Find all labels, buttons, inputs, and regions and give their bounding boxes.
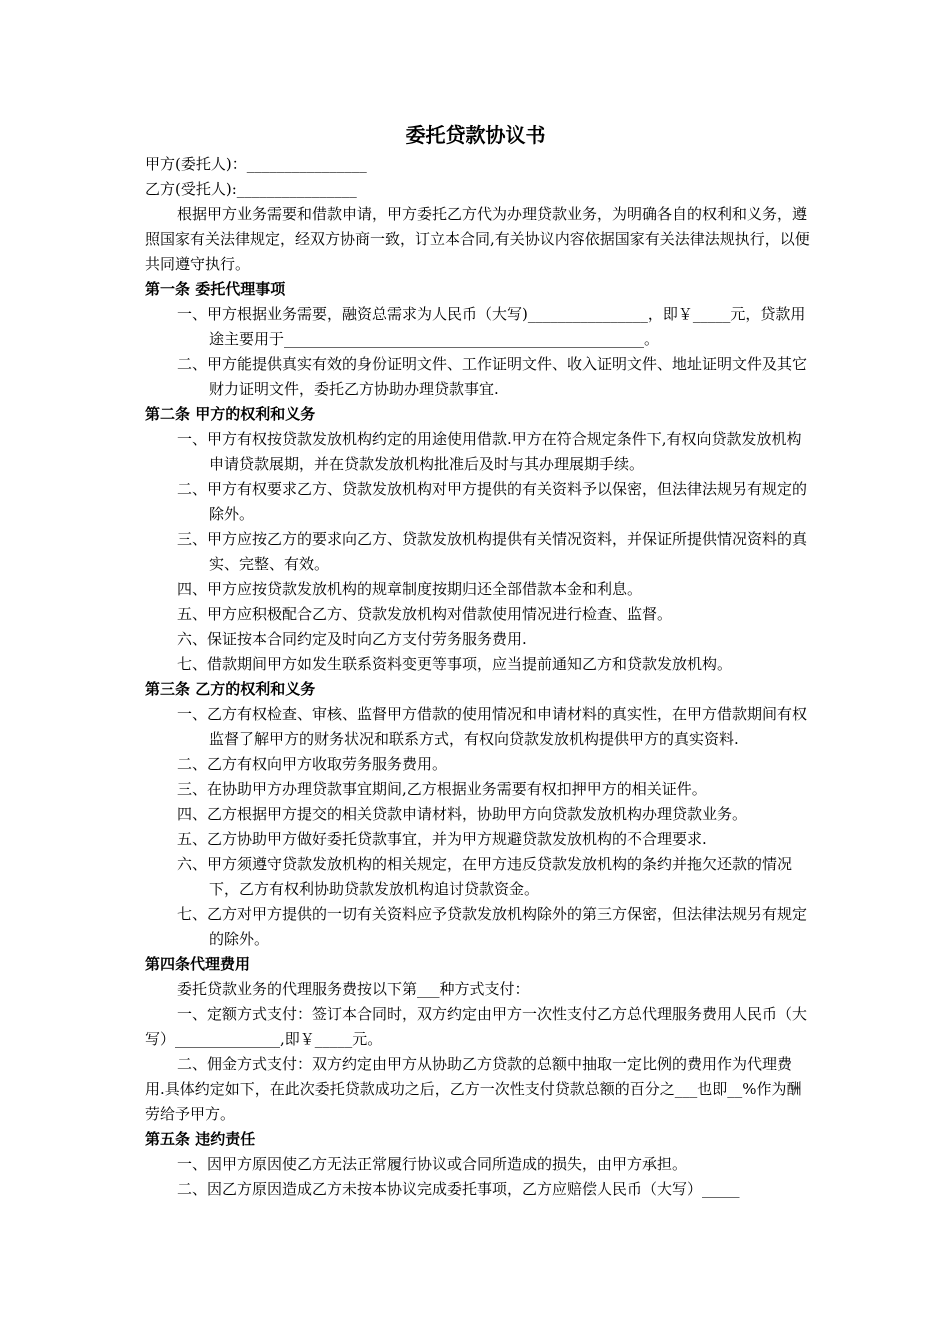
article-5-item: 二、因乙方原因造成乙方未按本协议完成委托事项，乙方应赔偿人民币（大写）_____ [177, 1180, 740, 1198]
article-5-heading: 第五条 违约责任 [145, 1130, 256, 1148]
article-3-item: 二、乙方有权向甲方收取劳务服务费用。 [177, 755, 448, 773]
article-2-item: 七、借款期间甲方如发生联系资料变更等事项，应当提前通知乙方和贷款发放机构。 [177, 655, 733, 673]
article-3-item: 一、乙方有权检查、审核、监督甲方借款的使用情况和申请材料的真实性，在甲方借款期间有权监督了解甲方的财务状况和联系方式，有权向贷款发放机构提供甲方的真实资料. [177, 705, 808, 748]
article-1-item: 二、甲方能提供真实有效的身份证明文件、工作证明文件、收入证明文件、地址证明文件及其它财力证明文件，委托乙方协助办理贷款事宜. [177, 355, 808, 398]
article-5-item: 一、因甲方原因使乙方无法正常履行协议或合同所造成的损失，由甲方承担。 [177, 1155, 688, 1173]
article-3-item: 六、甲方须遵守贷款发放机构的相关规定，在甲方违反贷款发放机构的条约并拖欠还款的情况下，乙方有权利协助贷款发放机构追讨贷款资金。 [177, 855, 793, 898]
article-2-item: 三、甲方应按乙方的要求向乙方、贷款发放机构提供有关情况资料，并保证所提供情况资料的真实、完整、有效。 [177, 530, 808, 573]
article-2-item: 一、甲方有权按贷款发放机构约定的用途使用借款.甲方在符合规定条件下,有权向贷款发放机构申请贷款展期，并在贷款发放机构批准后及时与其办理展期手续。 [177, 430, 802, 473]
article-2-heading: 第二条 甲方的权利和义务 [145, 405, 316, 423]
article-3-heading: 第三条 乙方的权利和义务 [145, 680, 316, 698]
document-title: 委托贷款协议书 [405, 123, 546, 147]
article-2-item: 四、甲方应按贷款发放机构的规章制度按期归还全部借款本金和利息。 [177, 580, 643, 598]
article-4-item: 一、定额方式支付：签订本合同时，双方约定由甲方一次性支付乙方总代理服务费用人民币（大写）______________,即￥_____元。 [145, 1005, 808, 1048]
article-4-lead: 委托贷款业务的代理服务费按以下第___种方式支付： [177, 980, 530, 998]
party-b-line: 乙方(受托人):________________ [145, 180, 357, 198]
article-4-heading: 第四条代理费用 [145, 955, 251, 973]
article-3-item: 四、乙方根据甲方提交的相关贷款申请材料，协助甲方向贷款发放机构办理贷款业务。 [177, 805, 748, 823]
article-3-item: 五、乙方协助甲方做好委托贷款事宜，并为甲方规避贷款发放机构的不合理要求. [177, 830, 707, 848]
article-1-item: 一、甲方根据业务需要，融资总需求为人民币（大写)________________，即￥_____元，贷款用途主要用于________________________________________________。 [177, 305, 806, 348]
article-2-item: 六、保证按本合同约定及时向乙方支付劳务服务费用. [177, 630, 527, 648]
article-4-item: 二、佣金方式支付：双方约定由甲方从协助乙方贷款的总额中抽取一定比例的费用作为代理费用.具体约定如下，在此次委托贷款成功之后，乙方一次性支付贷款总额的百分之___也即__%作为酬劳给予甲方。 [145, 1055, 802, 1123]
document-page [145, 118, 810, 1202]
intro-paragraph: 根据甲方业务需要和借款申请，甲方委托乙方代为办理贷款业务，为明确各自的权利和义务，遵照国家有关法律规定，经双方协商一致，订立本合同,有关协议内容依据国家有关法律法规执行，以便共同遵守执行。 [145, 205, 810, 273]
article-1-heading: 第一条 委托代理事项 [145, 280, 286, 298]
article-2-item: 五、甲方应积极配合乙方、贷款发放机构对借款使用情况进行检查、监督。 [177, 605, 673, 623]
party-a-line: 甲方(委托人)：________________ [145, 155, 367, 173]
article-2-item: 二、甲方有权要求乙方、贷款发放机构对甲方提供的有关资料予以保密，但法律法规另有规定的除外。 [177, 480, 808, 523]
article-3-item: 三、在协助甲方办理贷款事宜期间,乙方根据业务需要有权扣押甲方的相关证件。 [177, 780, 707, 798]
article-3-item: 七、乙方对甲方提供的一切有关资料应予贷款发放机构除外的第三方保密，但法律法规另有规定的除外。 [177, 905, 808, 948]
